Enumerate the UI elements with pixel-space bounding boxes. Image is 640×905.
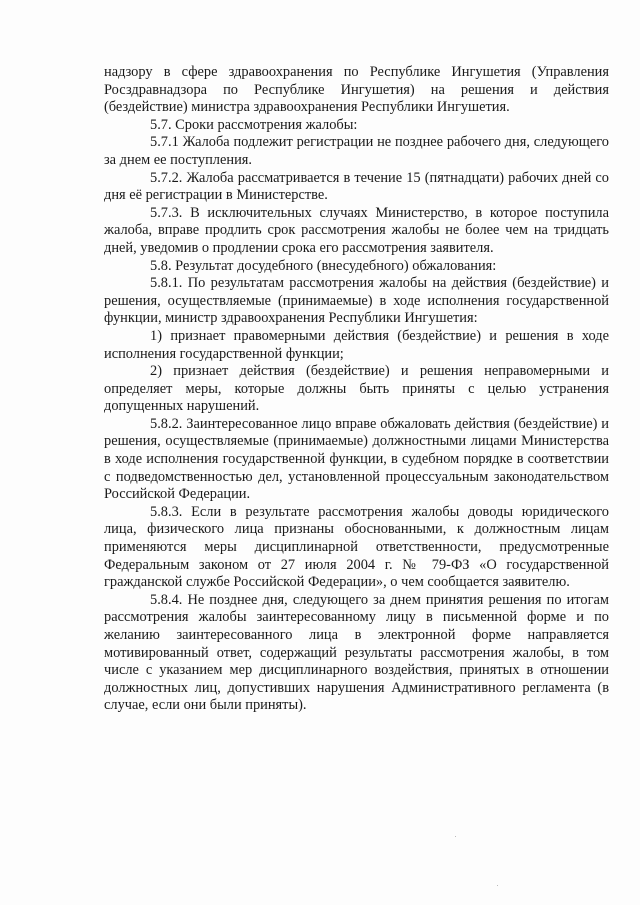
list-item-1: 1) признает правомерными действия (бездействие) и решения в ходе исполнения государственной функции; bbox=[104, 327, 609, 362]
paragraph-5-8-4: 5.8.4. Не позднее дня, следующего за днем принятия решения по итогам рассмотрения жалобы заинтересованному лицу в письменной форме и по желанию заинтересованного лица в электронной форме направляется мотивированный ответ, содержащий результаты рассмотрения жалобы, в том числе с указанием мер дисциплинарного воздействия, принятых в отношении должностных лиц, допустивших нарушения Административного регламента (в случае, если они были приняты). bbox=[104, 591, 609, 714]
paragraph-continuation: надзору в сфере здравоохранения по Республике Ингушетия (Управления Росздравнадзора по Республике Ингушетия) на решения и действия (бездействие) министра здравоохранения Республики Ингушетия. bbox=[104, 64, 609, 116]
paragraph-5-8-3: 5.8.3. Если в результате рассмотрения жалобы доводы юридического лица, физического лица признаны обоснованными, к должностным лицам применяются меры дисциплинарной ответственности, предусмотренные Федеральным законом от 27 июля 2004 г. № 79-ФЗ «О государственной гражданской службе Российской Федерации», о чем сообщается заявителю. bbox=[104, 503, 609, 591]
paragraph-5-7: 5.7. Сроки рассмотрения жалобы: bbox=[150, 116, 358, 133]
paragraph-5-7-2: 5.7.2. Жалоба рассматривается в течение 15 (пятнадцати) рабочих дней со дня её регистрации в Министерстве. bbox=[104, 169, 609, 204]
paragraph-5-7-1: 5.7.1 Жалоба подлежит регистрации не позднее рабочего дня, следующего за днем ее поступления. bbox=[104, 134, 609, 168]
list-item-2: 2) признает действия (бездействие) и решения неправомерными и определяет меры, которые должны быть приняты с целью устранения допущенных нарушений. bbox=[104, 363, 609, 415]
document-body bbox=[104, 64, 609, 715]
paragraph-5-7-3: 5.7.3. В исключительных случаях Министерство, в которое поступила жалоба, вправе продлить срок рассмотрения жалобы не более чем на тридцать дней, уведомив о продлении срока его рассмотрения заявителя. bbox=[104, 204, 609, 256]
scan-speck bbox=[455, 836, 456, 837]
paragraph-5-8-2: 5.8.2. Заинтересованное лицо вправе обжаловать действия (бездействие) и решения, осуществляемые (принимаемые) должностными лицами Министерства в ходе исполнения государственной функции, в судебном порядке в соответствии с подведомственностью дел, установленной процессуальным законодательством Российской Федерации. bbox=[104, 415, 609, 503]
paragraph-5-8-1: 5.8.1. По результатам рассмотрения жалобы на действия (бездействие) и решения, осуществляемые (принимаемые) в ходе исполнения государственной функции, министр здравоохранения Республики Ингушетия: bbox=[104, 275, 609, 327]
scan-speck bbox=[497, 885, 498, 886]
paragraph-5-8: 5.8. Результат досудебного (внесудебного) обжалования: bbox=[150, 257, 497, 274]
